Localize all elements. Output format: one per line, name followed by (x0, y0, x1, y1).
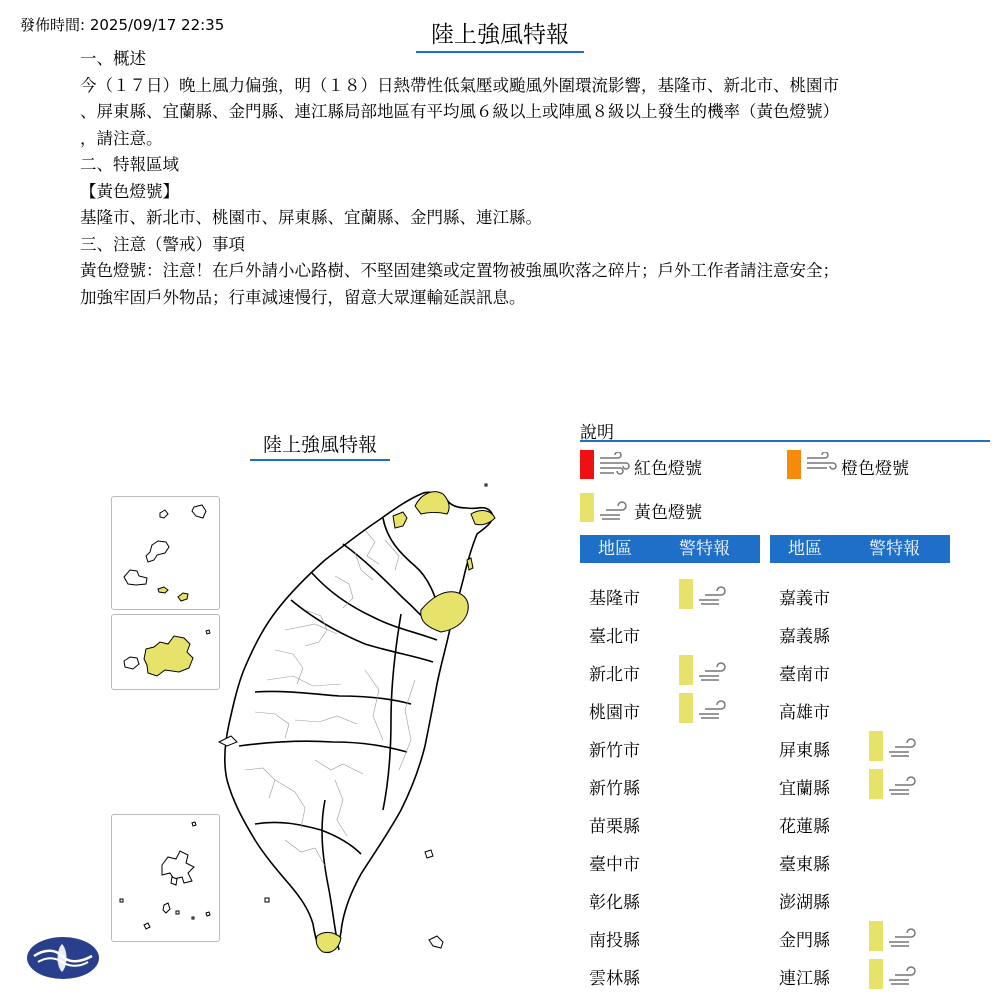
region-name: 雲林縣 (589, 969, 640, 989)
table-row (580, 803, 760, 841)
table-row (580, 765, 760, 803)
orange-label: 橙色燈號 (841, 459, 909, 479)
red-label: 紅色燈號 (634, 459, 702, 479)
section1-line: 今（１７日）晚上風力偏強，明（１８）日熱帶性低氣壓或颱風外圍環流影響，基隆市、新北市、桃園市 (80, 75, 839, 95)
region-name: 屏東縣 (779, 741, 830, 761)
section3-line: 加強牢固戶外物品；行車減速慢行，留意大眾運輸延誤訊息。 (80, 287, 526, 307)
strong-wind-icon (598, 452, 630, 476)
section3-line: 黃色燈號：注意！在戶外請小心路樹、不堅固建築或定置物被強風吹落之碎片；戶外工作者請注意安全； (80, 261, 839, 280)
region-name: 基隆市 (589, 589, 640, 609)
wind-icon (697, 695, 729, 725)
wind-icon (887, 923, 919, 953)
taiwan-map (215, 480, 515, 965)
bulletin-text (80, 46, 920, 311)
table-row (580, 613, 760, 651)
table-row (580, 575, 760, 613)
wind-icon (887, 771, 919, 801)
table-row (580, 841, 760, 879)
section1-line: ，請注意。 (80, 128, 163, 148)
header-warning: 警特報 (869, 539, 920, 559)
wind-icon (887, 733, 919, 763)
region-name: 嘉義縣 (779, 627, 830, 647)
table-header-left (580, 535, 760, 563)
region-name: 花蓮縣 (779, 817, 830, 837)
page-title: 陸上強風特報 (416, 16, 584, 53)
table-row (770, 841, 950, 879)
kinmen-inset-map (111, 614, 220, 690)
table-row (580, 727, 760, 765)
map-title: 陸上強風特報 (250, 430, 390, 461)
region-name: 高雄市 (779, 703, 830, 723)
table-row (580, 689, 760, 727)
header-region: 地區 (598, 539, 632, 559)
region-name: 苗栗縣 (589, 817, 640, 837)
section2-heading: 二、特報區域 (80, 155, 179, 174)
yellow-warning-bar (679, 579, 693, 609)
region-name: 新竹縣 (589, 779, 640, 799)
yellow-warning-bar (869, 959, 883, 989)
table-row (770, 575, 950, 613)
region-name: 臺北市 (589, 627, 640, 647)
region-name: 新北市 (589, 665, 640, 685)
region-name: 連江縣 (779, 969, 830, 989)
table-row (580, 651, 760, 689)
region-name: 臺南市 (779, 665, 830, 685)
yellow-warning-bar (679, 693, 693, 723)
legend-divider (580, 440, 990, 442)
region-name: 宜蘭縣 (779, 779, 830, 799)
region-name: 南投縣 (589, 931, 640, 951)
region-name: 金門縣 (779, 931, 830, 951)
table-row (770, 803, 950, 841)
medium-wind-icon (805, 452, 837, 476)
region-name: 桃園市 (589, 703, 640, 723)
legend-title: 說明 (580, 423, 614, 443)
cwa-logo-icon (26, 936, 100, 980)
wind-icon (697, 581, 729, 611)
table-row (770, 879, 950, 917)
region-name: 澎湖縣 (779, 893, 830, 913)
table-row (770, 955, 950, 993)
wind-icon (887, 961, 919, 991)
yellow-warning-bar (869, 769, 883, 799)
section1-line: 、屏東縣、宜蘭縣、金門縣、連江縣局部地區有平均風６級以上或陣風８級以上發生的機率（黃色燈號） (80, 102, 839, 121)
region-name: 臺東縣 (779, 855, 830, 875)
table-row (770, 651, 950, 689)
red-swatch (580, 450, 594, 479)
table-row (770, 613, 950, 651)
yellow-warning-bar (679, 655, 693, 685)
header-warning: 警特報 (679, 539, 730, 559)
region-name: 臺中市 (589, 855, 640, 875)
table-row (580, 917, 760, 955)
header-region: 地區 (788, 539, 822, 559)
section2-label: 【黃色燈號】 (80, 181, 179, 201)
yellow-label: 黃色燈號 (634, 503, 702, 523)
table-row (770, 727, 950, 765)
region-name: 新竹市 (589, 741, 640, 761)
matsu-inset-map (111, 496, 220, 610)
orange-swatch (787, 450, 801, 479)
table-row (770, 765, 950, 803)
issue-time: 發佈時間: 2025/09/17 22:35 (20, 16, 225, 34)
table-header-right (770, 535, 950, 563)
wind-icon (598, 497, 630, 521)
penghu-inset-map (111, 814, 220, 942)
yellow-warning-bar (869, 731, 883, 761)
table-row (770, 917, 950, 955)
region-name: 嘉義市 (779, 589, 830, 609)
section1-heading: 一、概述 (80, 49, 146, 68)
table-row (770, 689, 950, 727)
wind-icon (697, 657, 729, 687)
section2-areas: 基隆市、新北市、桃園市、屏東縣、宜蘭縣、金門縣、連江縣。 (80, 208, 542, 227)
yellow-swatch (580, 493, 594, 522)
yellow-warning-bar (869, 921, 883, 951)
region-name: 彰化縣 (589, 893, 640, 913)
section3-heading: 三、注意（警戒）事項 (80, 234, 245, 254)
table-row (580, 955, 760, 993)
table-row (580, 879, 760, 917)
